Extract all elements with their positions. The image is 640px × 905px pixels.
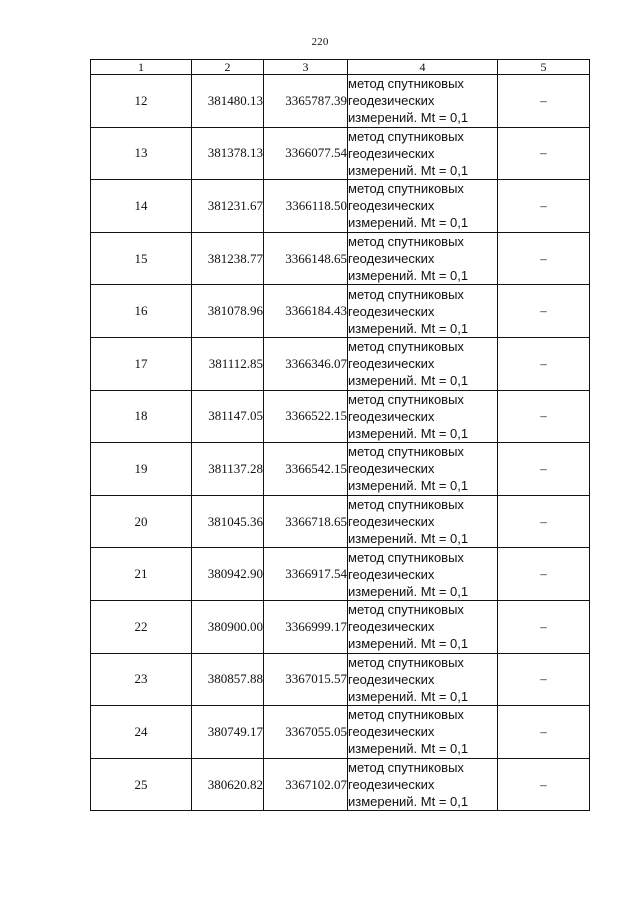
- method-line: геодезических: [348, 251, 435, 267]
- table-row: [91, 285, 590, 338]
- point-number: 18: [91, 390, 192, 443]
- point-number: 14: [91, 180, 192, 233]
- method-line: измерений. Mt = 0,1: [348, 320, 469, 336]
- method-line: измерений. Mt = 0,1: [348, 688, 469, 704]
- method-line: измерений. Mt = 0,1: [348, 425, 469, 441]
- coordinate-y: 3365787.39: [264, 75, 348, 128]
- coordinate-y: 3366148.65: [264, 232, 348, 285]
- coordinate-x: 381045.36: [192, 495, 264, 548]
- table-row: [91, 390, 590, 443]
- coordinate-x: 380900.00: [192, 600, 264, 653]
- coordinate-x: 381238.77: [192, 232, 264, 285]
- method-description: [348, 337, 498, 390]
- coordinate-x: 381078.96: [192, 285, 264, 338]
- method-line: метод спутниковых: [348, 128, 464, 144]
- point-number: 12: [91, 75, 192, 128]
- coordinate-x: 381378.13: [192, 127, 264, 180]
- coordinate-x: 380942.90: [192, 548, 264, 601]
- method-line: геодезических: [348, 93, 435, 109]
- method-line: метод спутниковых: [348, 181, 464, 197]
- method-description: [348, 285, 498, 338]
- method-line: измерений. Mt = 0,1: [348, 268, 469, 284]
- method-line: измерений. Mt = 0,1: [348, 531, 469, 547]
- note-cell: –: [498, 600, 590, 653]
- note-cell: –: [498, 653, 590, 706]
- table-row: [91, 127, 590, 180]
- method-line: метод спутниковых: [348, 286, 464, 302]
- table-body: [91, 75, 590, 811]
- point-number: 24: [91, 706, 192, 759]
- coordinate-y: 3366184.43: [264, 285, 348, 338]
- note-cell: –: [498, 232, 590, 285]
- note-cell: –: [498, 443, 590, 496]
- method-line: измерений. Mt = 0,1: [348, 583, 469, 599]
- table-row: [91, 495, 590, 548]
- coordinate-y: 3367055.05: [264, 706, 348, 759]
- method-line: метод спутниковых: [348, 339, 464, 355]
- method-line: измерений. Mt = 0,1: [348, 215, 469, 231]
- method-line: измерений. Mt = 0,1: [348, 794, 469, 810]
- method-line: метод спутниковых: [348, 497, 464, 513]
- coordinate-x: 381480.13: [192, 75, 264, 128]
- point-number: 15: [91, 232, 192, 285]
- method-line: геодезических: [348, 198, 435, 214]
- method-description: [348, 548, 498, 601]
- table-row: [91, 706, 590, 759]
- method-line: геодезических: [348, 514, 435, 530]
- method-line: геодезических: [348, 303, 435, 319]
- header-cell: 5: [498, 60, 590, 75]
- method-line: измерений. Mt = 0,1: [348, 478, 469, 494]
- method-line: метод спутниковых: [348, 444, 464, 460]
- coordinate-y: 3366522.15: [264, 390, 348, 443]
- note-cell: –: [498, 758, 590, 811]
- header-cell: 1: [91, 60, 192, 75]
- method-line: геодезических: [348, 724, 435, 740]
- method-line: геодезических: [348, 461, 435, 477]
- method-description: [348, 390, 498, 443]
- table-row: [91, 180, 590, 233]
- method-line: геодезических: [348, 619, 435, 635]
- coordinate-y: 3366346.07: [264, 337, 348, 390]
- note-cell: –: [498, 337, 590, 390]
- point-number: 19: [91, 443, 192, 496]
- method-description: [348, 600, 498, 653]
- coordinate-x: 380857.88: [192, 653, 264, 706]
- method-line: геодезических: [348, 566, 435, 582]
- coordinate-y: 3366118.50: [264, 180, 348, 233]
- note-cell: –: [498, 180, 590, 233]
- method-line: геодезических: [348, 145, 435, 161]
- method-line: измерений. Mt = 0,1: [348, 162, 469, 178]
- method-description: [348, 443, 498, 496]
- method-line: метод спутниковых: [348, 391, 464, 407]
- note-cell: –: [498, 127, 590, 180]
- method-line: метод спутниковых: [348, 549, 464, 565]
- table-row: [91, 232, 590, 285]
- method-line: метод спутниковых: [348, 760, 464, 776]
- header-cell: 2: [192, 60, 264, 75]
- note-cell: –: [498, 706, 590, 759]
- point-number: 22: [91, 600, 192, 653]
- table-row: [91, 758, 590, 811]
- note-cell: –: [498, 548, 590, 601]
- page-number: 220: [311, 36, 329, 48]
- method-line: метод спутниковых: [348, 76, 464, 92]
- note-cell: –: [498, 390, 590, 443]
- table-row: [91, 548, 590, 601]
- coordinate-x: 381231.67: [192, 180, 264, 233]
- note-cell: –: [498, 495, 590, 548]
- method-description: [348, 232, 498, 285]
- point-number: 16: [91, 285, 192, 338]
- header-cell: 4: [348, 60, 498, 75]
- method-line: геодезических: [348, 671, 435, 687]
- coordinate-x: 381137.28: [192, 443, 264, 496]
- point-number: 13: [91, 127, 192, 180]
- method-line: геодезических: [348, 777, 435, 793]
- coordinate-y: 3367102.07: [264, 758, 348, 811]
- coordinate-y: 3366999.17: [264, 600, 348, 653]
- note-cell: –: [498, 75, 590, 128]
- method-description: [348, 180, 498, 233]
- method-line: метод спутниковых: [348, 654, 464, 670]
- method-description: [348, 127, 498, 180]
- point-number: 25: [91, 758, 192, 811]
- point-number: 23: [91, 653, 192, 706]
- coordinates-table: [90, 59, 590, 811]
- coordinate-x: 381147.05: [192, 390, 264, 443]
- method-description: [348, 653, 498, 706]
- method-line: измерений. Mt = 0,1: [348, 110, 469, 126]
- point-number: 20: [91, 495, 192, 548]
- table-row: [91, 600, 590, 653]
- coordinate-x: 380749.17: [192, 706, 264, 759]
- coordinate-y: 3366718.65: [264, 495, 348, 548]
- table-row: [91, 443, 590, 496]
- coordinate-y: 3366542.15: [264, 443, 348, 496]
- method-line: геодезических: [348, 356, 435, 372]
- method-line: метод спутниковых: [348, 707, 464, 723]
- method-description: [348, 706, 498, 759]
- coordinate-y: 3366917.54: [264, 548, 348, 601]
- note-cell: –: [498, 285, 590, 338]
- coordinate-y: 3366077.54: [264, 127, 348, 180]
- coordinate-x: 381112.85: [192, 337, 264, 390]
- table-row: [91, 337, 590, 390]
- method-description: [348, 75, 498, 128]
- table-row: [91, 75, 590, 128]
- coordinate-y: 3367015.57: [264, 653, 348, 706]
- header-cell: 3: [264, 60, 348, 75]
- method-line: метод спутниковых: [348, 602, 464, 618]
- header-row: [91, 60, 590, 75]
- point-number: 17: [91, 337, 192, 390]
- method-description: [348, 758, 498, 811]
- method-description: [348, 495, 498, 548]
- table-row: [91, 653, 590, 706]
- method-line: измерений. Mt = 0,1: [348, 741, 469, 757]
- method-line: геодезических: [348, 408, 435, 424]
- point-number: 21: [91, 548, 192, 601]
- method-line: измерений. Mt = 0,1: [348, 636, 469, 652]
- method-line: измерений. Mt = 0,1: [348, 373, 469, 389]
- method-line: метод спутниковых: [348, 234, 464, 250]
- coordinate-x: 380620.82: [192, 758, 264, 811]
